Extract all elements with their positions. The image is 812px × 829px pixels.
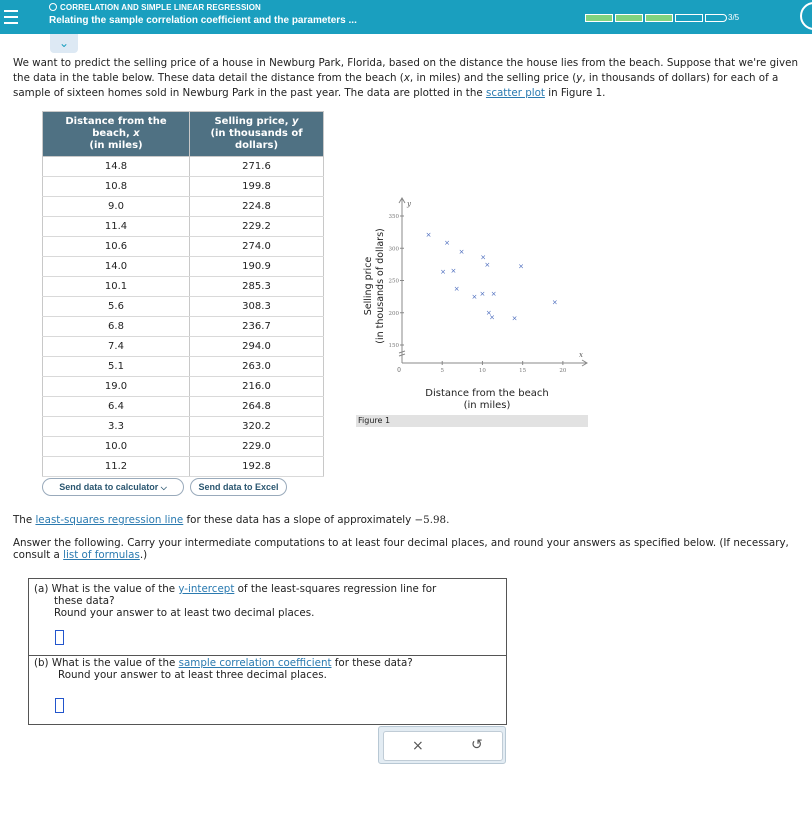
price-column-header <box>190 112 324 157</box>
question-b-text <box>34 657 413 681</box>
question-a <box>29 579 506 656</box>
price-cell: 320.2 <box>190 417 324 437</box>
y-tick-label: 350 <box>388 214 399 220</box>
progress-segment <box>645 14 673 22</box>
table-row <box>43 197 324 217</box>
questions-box <box>28 578 507 725</box>
price-cell: 236.7 <box>190 317 324 337</box>
progress-segment <box>615 14 643 22</box>
table-row <box>43 357 324 377</box>
distance-cell: 5.6 <box>43 297 190 317</box>
x-tick-label: 20 <box>559 368 567 374</box>
data-point: × <box>518 262 524 271</box>
table-row <box>43 177 324 197</box>
scatter-plot-link[interactable]: scatter plot <box>485 87 545 99</box>
table-row <box>43 437 324 457</box>
data-point: × <box>440 268 446 277</box>
answer-toolbar <box>378 726 506 764</box>
undo-icon[interactable]: ↺ <box>471 737 483 753</box>
price-cell: 285.3 <box>190 277 324 297</box>
slope-statement <box>13 513 449 528</box>
data-point: × <box>511 314 518 323</box>
figure-caption: Figure 1 <box>356 415 588 427</box>
progress-bar <box>585 14 729 21</box>
distance-cell: 14.0 <box>43 257 190 277</box>
price-cell: 224.8 <box>190 197 324 217</box>
question-text: of the least-squares regression line for <box>234 583 437 595</box>
origin-label: 0 <box>397 367 401 374</box>
y-tick-label: 200 <box>388 310 399 317</box>
chevron-down-icon: ⌵ <box>160 483 167 492</box>
question-text: for these data? <box>331 657 413 669</box>
distance-column-header <box>43 112 190 157</box>
table-row <box>43 257 324 277</box>
data-point: × <box>485 308 492 317</box>
answer-a-input[interactable] <box>55 630 64 645</box>
table-row <box>43 377 324 397</box>
topic-text: CORRELATION AND SIMPLE LINEAR REGRESSION <box>60 3 261 12</box>
table-row <box>43 397 324 417</box>
problem-intro <box>13 56 803 101</box>
question-line <box>34 657 413 669</box>
intro-text: , in thousands of dollars) for each of a sample of sixteen homes sold in Newburg Park in the past year. The data are plotted in the <box>13 72 779 99</box>
send-to-calculator-button[interactable] <box>42 478 184 496</box>
data-point: × <box>471 292 478 301</box>
header-line: Selling price, y <box>214 116 299 127</box>
slope-text: for these data has a slope of approximately <box>183 514 415 526</box>
y-variable: y <box>576 72 583 84</box>
data-point: × <box>479 290 486 299</box>
send-to-excel-button[interactable]: Send data to Excel <box>190 478 287 496</box>
question-text: (a) What is the value of the <box>34 583 179 595</box>
data-point: × <box>444 238 450 247</box>
distance-cell: 10.8 <box>43 177 190 197</box>
price-cell: 192.8 <box>190 457 324 477</box>
data-point: × <box>551 298 558 307</box>
distance-cell: 14.8 <box>43 157 190 177</box>
table-row <box>43 457 324 477</box>
question-line: these data? <box>54 595 115 607</box>
data-table <box>42 111 324 477</box>
y-intercept-link[interactable]: y-intercept <box>178 583 235 595</box>
header-line: Distance from the <box>65 116 167 127</box>
table-row <box>43 217 324 237</box>
toolbar-inner <box>383 731 503 761</box>
instructions-text: .) <box>139 549 148 561</box>
formulas-link[interactable]: list of formulas <box>63 549 140 561</box>
data-point: × <box>480 253 487 262</box>
x-axis-letter: x <box>579 351 583 359</box>
data-point: × <box>425 231 432 240</box>
progress-segment <box>585 14 613 22</box>
question-line: Round your answer to at least three decimal places. <box>58 669 327 681</box>
progress-segment <box>675 14 703 22</box>
price-cell: 229.0 <box>190 437 324 457</box>
answer-b-input[interactable] <box>55 698 64 713</box>
question-a-text <box>34 583 436 619</box>
data-point: × <box>453 285 460 294</box>
data-point: × <box>458 248 465 257</box>
topic-circle-icon <box>49 3 57 11</box>
intro-text: We want to predict the selling price of a house in Newburg Park, Florida, based on the distance the house lies from the beach. Suppose that we're given the data in the table below. These data detail the distance from the beach ( <box>13 57 799 84</box>
instructions <box>13 537 803 561</box>
table-row <box>43 417 324 437</box>
data-point: × <box>489 313 496 322</box>
intro-text: in Figure 1. <box>544 87 606 99</box>
y-axis-letter: y <box>407 200 411 208</box>
collapse-chevron-icon[interactable]: ⌄ <box>50 34 78 53</box>
distance-cell: 11.4 <box>43 217 190 237</box>
price-cell: 263.0 <box>190 357 324 377</box>
button-label: Send data to calculator <box>59 482 159 492</box>
price-cell: 199.8 <box>190 177 324 197</box>
y-tick-label: 150 <box>388 343 399 349</box>
distance-cell: 3.3 <box>43 417 190 437</box>
topic-label <box>49 3 261 12</box>
x-variable: x <box>403 72 410 84</box>
distance-cell: 9.0 <box>43 197 190 217</box>
account-icon[interactable] <box>800 2 812 30</box>
distance-cell: 10.6 <box>43 237 190 257</box>
distance-cell: 5.1 <box>43 357 190 377</box>
x-axis-label: (in miles) <box>463 400 511 411</box>
distance-cell: 19.0 <box>43 377 190 397</box>
y-tick-label: 300 <box>388 246 399 253</box>
x-tick-label: 10 <box>478 368 486 374</box>
table-row <box>43 157 324 177</box>
x-tick-label: 5 <box>440 368 444 374</box>
table-row <box>43 277 324 297</box>
question-line: Round your answer to at least two decimal places. <box>54 607 315 619</box>
y-axis-label: (in thousands of dollars) <box>375 228 386 344</box>
price-cell: 190.9 <box>190 257 324 277</box>
price-cell: 229.2 <box>190 217 324 237</box>
y-tick-label: 250 <box>388 278 399 285</box>
slope-value: −5.98. <box>414 514 450 526</box>
intro-text: , in miles) and the selling price ( <box>409 72 577 84</box>
header-line: beach, x <box>92 128 140 139</box>
table-row <box>43 237 324 257</box>
table-row <box>43 317 324 337</box>
header-line: (in thousands of <box>210 128 303 139</box>
distance-cell: 6.8 <box>43 317 190 337</box>
clear-icon[interactable]: × <box>412 738 424 754</box>
correlation-coefficient-link[interactable]: sample correlation coefficient <box>178 657 332 669</box>
distance-cell: 7.4 <box>43 337 190 357</box>
price-cell: 271.6 <box>190 157 324 177</box>
data-point: × <box>484 261 491 270</box>
slope-text: The <box>13 514 36 526</box>
scatter-plot <box>356 186 596 411</box>
distance-cell: 10.1 <box>43 277 190 297</box>
question-line <box>34 583 436 595</box>
data-point: × <box>450 266 457 275</box>
distance-cell: 10.0 <box>43 437 190 457</box>
table-header-row <box>43 112 324 157</box>
table-row <box>43 297 324 317</box>
page-title: Relating the sample correlation coefficient and the parameters ... <box>49 15 357 26</box>
distance-cell: 6.4 <box>43 397 190 417</box>
progress-count: 3/5 <box>728 13 740 22</box>
y-axis-label: Selling price <box>363 256 374 316</box>
x-axis-label: Distance from the beach <box>425 388 549 399</box>
menu-icon[interactable] <box>4 6 18 26</box>
question-text: (b) What is the value of the <box>34 657 179 669</box>
price-cell: 216.0 <box>190 377 324 397</box>
header-bar <box>0 0 812 34</box>
price-cell: 264.8 <box>190 397 324 417</box>
distance-cell: 11.2 <box>43 457 190 477</box>
data-point: × <box>490 289 497 298</box>
price-cell: 294.0 <box>190 337 324 357</box>
price-cell: 274.0 <box>190 237 324 257</box>
price-cell: 308.3 <box>190 297 324 317</box>
table-row <box>43 337 324 357</box>
header-line: (in miles) <box>89 140 143 151</box>
progress-segment <box>705 14 727 22</box>
header-line: dollars) <box>234 140 279 151</box>
least-squares-link[interactable]: least-squares regression line <box>35 514 184 526</box>
instructions-text: Answer the following. Carry your intermediate computations to at least four decimal places, and round your answers as specified below. (If necessary, consult a <box>13 537 789 561</box>
x-tick-label: 15 <box>519 368 527 374</box>
